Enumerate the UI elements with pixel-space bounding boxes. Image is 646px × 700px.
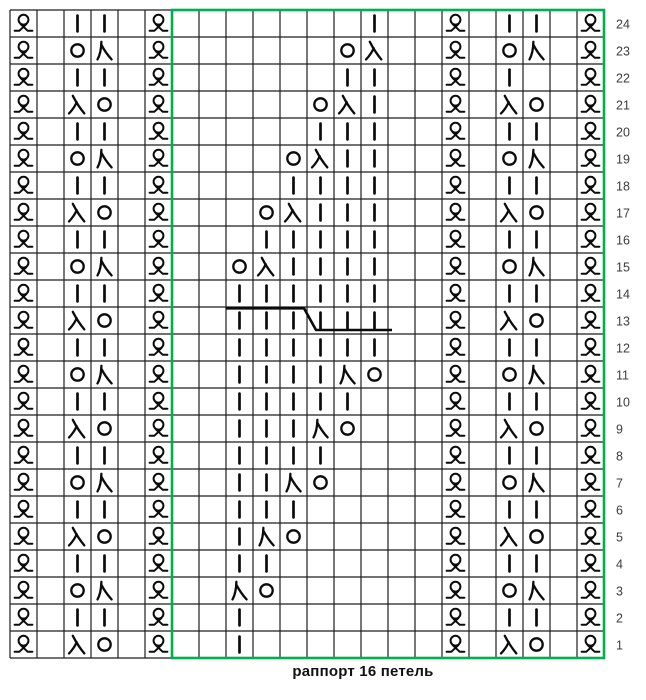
yarn-over-icon (503, 152, 515, 164)
twisted-stitch-icon (582, 312, 600, 328)
twisted-stitch-icon (15, 204, 33, 220)
right-decrease-icon (98, 258, 112, 276)
right-decrease-icon (530, 150, 544, 168)
twisted-stitch-icon (15, 366, 33, 382)
right-decrease-icon (530, 582, 544, 600)
twisted-stitch-icon (582, 393, 600, 409)
twisted-stitch-icon (447, 258, 465, 274)
yarn-over-icon (260, 584, 272, 596)
row-number: 12 (616, 341, 630, 356)
left-decrease-icon (285, 204, 300, 222)
row-number: 11 (616, 368, 629, 383)
row-number: 2 (616, 611, 623, 626)
twisted-stitch-icon (150, 501, 168, 517)
twisted-stitch-icon (582, 96, 600, 112)
right-decrease-icon (98, 474, 112, 492)
twisted-stitch-icon (15, 528, 33, 544)
twisted-stitch-icon (15, 258, 33, 274)
left-decrease-icon (69, 96, 84, 114)
left-decrease-icon (312, 150, 327, 168)
twisted-stitch-icon (582, 555, 600, 571)
twisted-stitch-icon (150, 555, 168, 571)
yarn-over-icon (98, 98, 110, 110)
row-number: 16 (616, 233, 630, 248)
twisted-stitch-icon (447, 69, 465, 85)
twisted-stitch-icon (15, 312, 33, 328)
right-decrease-icon (98, 582, 112, 600)
twisted-stitch-icon (150, 96, 168, 112)
right-decrease-icon (530, 474, 544, 492)
twisted-stitch-icon (447, 528, 465, 544)
yarn-over-icon (503, 584, 515, 596)
left-decrease-icon (501, 420, 516, 438)
twisted-stitch-icon (582, 204, 600, 220)
twisted-stitch-icon (582, 42, 600, 58)
yarn-over-icon (233, 260, 245, 272)
twisted-stitch-icon (582, 474, 600, 490)
twisted-stitch-icon (447, 123, 465, 139)
twisted-stitch-icon (582, 609, 600, 625)
twisted-stitch-icon (447, 150, 465, 166)
left-decrease-icon (69, 420, 84, 438)
twisted-stitch-icon (150, 285, 168, 301)
yarn-over-icon (530, 530, 542, 542)
twisted-stitch-icon (447, 582, 465, 598)
twisted-stitch-icon (447, 42, 465, 58)
yarn-over-icon (98, 206, 110, 218)
twisted-stitch-icon (582, 258, 600, 274)
twisted-stitch-icon (150, 204, 168, 220)
right-decrease-icon (530, 366, 544, 384)
right-decrease-icon (287, 474, 301, 492)
twisted-stitch-icon (150, 123, 168, 139)
twisted-stitch-icon (582, 285, 600, 301)
twisted-stitch-icon (447, 501, 465, 517)
twisted-stitch-icon (447, 177, 465, 193)
twisted-stitch-icon (15, 447, 33, 463)
twisted-stitch-icon (150, 366, 168, 382)
twisted-stitch-icon (15, 69, 33, 85)
yarn-over-icon (503, 368, 515, 380)
row-number: 10 (616, 395, 630, 410)
twisted-stitch-icon (582, 15, 600, 31)
twisted-stitch-icon (15, 15, 33, 31)
right-decrease-icon (314, 420, 328, 438)
row-number: 6 (616, 503, 623, 518)
twisted-stitch-icon (582, 447, 600, 463)
right-decrease-icon (98, 150, 112, 168)
twisted-stitch-icon (447, 609, 465, 625)
twisted-stitch-icon (582, 501, 600, 517)
yarn-over-icon (341, 422, 353, 434)
right-decrease-icon (98, 42, 112, 60)
twisted-stitch-icon (15, 96, 33, 112)
right-decrease-icon (260, 528, 274, 546)
row-number: 3 (616, 584, 623, 599)
twisted-stitch-icon (447, 231, 465, 247)
yarn-over-icon (287, 530, 299, 542)
twisted-stitch-icon (150, 474, 168, 490)
twisted-stitch-icon (582, 528, 600, 544)
row-number: 20 (616, 125, 630, 140)
yarn-over-icon (98, 314, 110, 326)
twisted-stitch-icon (15, 177, 33, 193)
left-decrease-icon (501, 96, 516, 114)
yarn-over-icon (71, 476, 83, 488)
yarn-over-icon (71, 584, 83, 596)
yarn-over-icon (530, 638, 542, 650)
twisted-stitch-icon (15, 150, 33, 166)
yarn-over-icon (530, 98, 542, 110)
twisted-stitch-icon (447, 204, 465, 220)
left-decrease-icon (69, 204, 84, 222)
twisted-stitch-icon (150, 42, 168, 58)
twisted-stitch-icon (150, 177, 168, 193)
twisted-stitch-icon (582, 69, 600, 85)
yarn-over-icon (71, 368, 83, 380)
twisted-stitch-icon (447, 393, 465, 409)
twisted-stitch-icon (15, 501, 33, 517)
twisted-stitch-icon (150, 312, 168, 328)
twisted-stitch-icon (150, 420, 168, 436)
left-decrease-icon (69, 528, 84, 546)
left-decrease-icon (69, 312, 84, 330)
yarn-over-icon (260, 206, 272, 218)
right-decrease-icon (341, 366, 355, 384)
row-number: 19 (616, 152, 630, 167)
twisted-stitch-icon (447, 15, 465, 31)
twisted-stitch-icon (447, 420, 465, 436)
repeat-caption: раппорт 16 петель (292, 663, 434, 680)
yarn-over-icon (98, 422, 110, 434)
twisted-stitch-icon (447, 312, 465, 328)
row-number: 17 (616, 206, 630, 221)
yarn-over-icon (98, 530, 110, 542)
twisted-stitch-icon (582, 420, 600, 436)
yarn-over-icon (503, 476, 515, 488)
row-number: 14 (616, 287, 630, 302)
yarn-over-icon (71, 260, 83, 272)
row-number: 13 (616, 314, 630, 329)
yarn-over-icon (530, 422, 542, 434)
twisted-stitch-icon (447, 636, 465, 652)
twisted-stitch-icon (447, 447, 465, 463)
row-number: 4 (616, 557, 623, 572)
left-decrease-icon (69, 636, 84, 654)
row-number: 1 (616, 638, 623, 653)
twisted-stitch-icon (582, 150, 600, 166)
twisted-stitch-icon (150, 231, 168, 247)
yarn-over-icon (503, 44, 515, 56)
twisted-stitch-icon (447, 366, 465, 382)
twisted-stitch-icon (582, 339, 600, 355)
twisted-stitch-icon (447, 96, 465, 112)
row-number: 24 (616, 17, 630, 32)
twisted-stitch-icon (15, 609, 33, 625)
row-number: 22 (616, 71, 630, 86)
twisted-stitch-icon (447, 555, 465, 571)
twisted-stitch-icon (15, 339, 33, 355)
twisted-stitch-icon (15, 123, 33, 139)
row-number: 8 (616, 449, 623, 464)
twisted-stitch-icon (150, 582, 168, 598)
left-decrease-icon (339, 96, 354, 114)
right-decrease-icon (233, 582, 247, 600)
left-decrease-icon (501, 204, 516, 222)
yarn-over-icon (530, 206, 542, 218)
right-decrease-icon (98, 366, 112, 384)
right-decrease-icon (530, 258, 544, 276)
twisted-stitch-icon (150, 258, 168, 274)
yarn-over-icon (71, 152, 83, 164)
left-decrease-icon (258, 258, 273, 276)
right-decrease-icon (530, 42, 544, 60)
gather-step-line (226, 308, 392, 330)
twisted-stitch-icon (15, 474, 33, 490)
row-number: 21 (616, 98, 630, 113)
twisted-stitch-icon (150, 15, 168, 31)
twisted-stitch-icon (582, 123, 600, 139)
yarn-over-icon (314, 98, 326, 110)
left-decrease-icon (501, 312, 516, 330)
twisted-stitch-icon (150, 150, 168, 166)
twisted-stitch-icon (582, 636, 600, 652)
twisted-stitch-icon (150, 636, 168, 652)
row-number: 7 (616, 476, 623, 491)
row-number: 23 (616, 44, 630, 59)
twisted-stitch-icon (15, 555, 33, 571)
twisted-stitch-icon (582, 177, 600, 193)
left-decrease-icon (501, 636, 516, 654)
twisted-stitch-icon (15, 636, 33, 652)
twisted-stitch-icon (150, 609, 168, 625)
row-number: 18 (616, 179, 630, 194)
twisted-stitch-icon (447, 339, 465, 355)
twisted-stitch-icon (447, 285, 465, 301)
yarn-over-icon (314, 476, 326, 488)
yarn-over-icon (98, 638, 110, 650)
twisted-stitch-icon (582, 582, 600, 598)
row-number: 15 (616, 260, 630, 275)
twisted-stitch-icon (15, 420, 33, 436)
yarn-over-icon (71, 44, 83, 56)
twisted-stitch-icon (15, 582, 33, 598)
yarn-over-icon (503, 260, 515, 272)
twisted-stitch-icon (15, 393, 33, 409)
yarn-over-icon (341, 44, 353, 56)
twisted-stitch-icon (150, 393, 168, 409)
left-decrease-icon (366, 42, 381, 60)
twisted-stitch-icon (150, 69, 168, 85)
twisted-stitch-icon (15, 231, 33, 247)
twisted-stitch-icon (582, 231, 600, 247)
twisted-stitch-icon (15, 285, 33, 301)
twisted-stitch-icon (447, 474, 465, 490)
twisted-stitch-icon (150, 528, 168, 544)
yarn-over-icon (530, 314, 542, 326)
left-decrease-icon (501, 528, 516, 546)
yarn-over-icon (287, 152, 299, 164)
row-number: 5 (616, 530, 623, 545)
yarn-over-icon (368, 368, 380, 380)
twisted-stitch-icon (582, 366, 600, 382)
twisted-stitch-icon (150, 339, 168, 355)
twisted-stitch-icon (15, 42, 33, 58)
row-number: 9 (616, 422, 623, 437)
twisted-stitch-icon (150, 447, 168, 463)
